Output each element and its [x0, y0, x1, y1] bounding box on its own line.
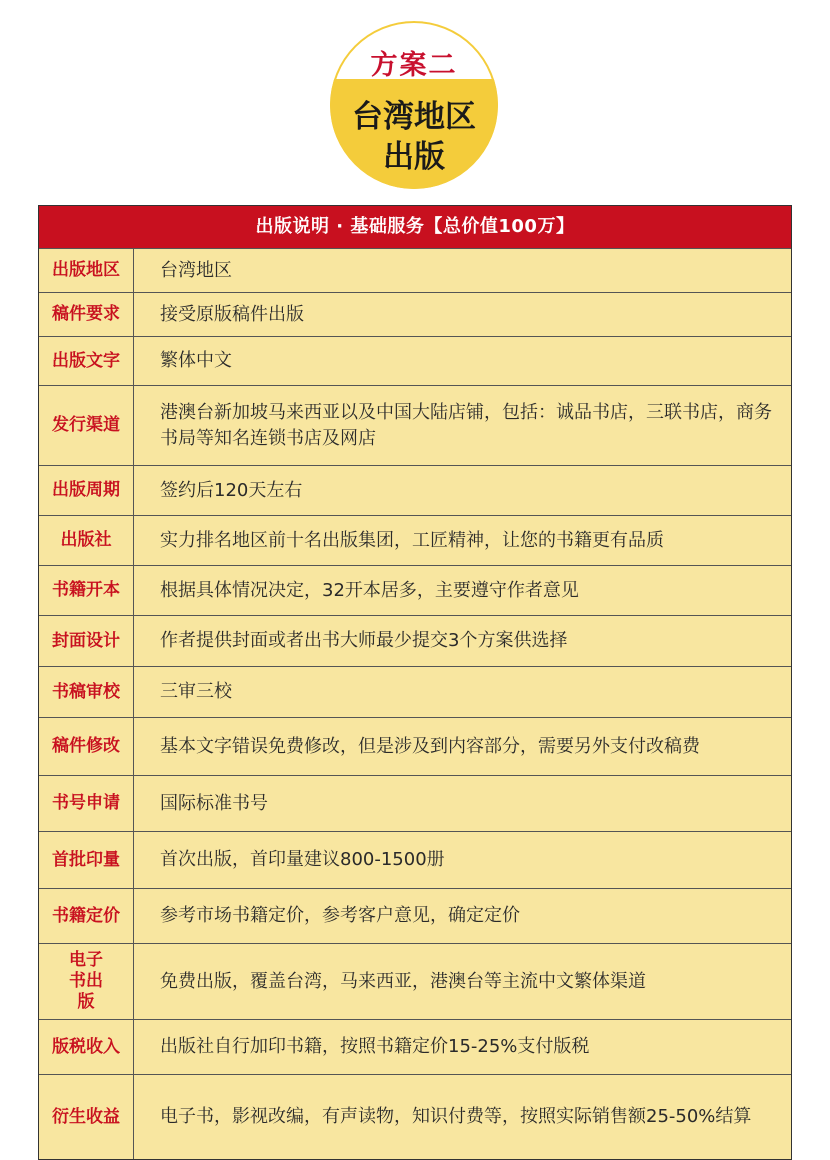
table-row	[39, 385, 791, 465]
table-row	[39, 775, 791, 831]
row-value: 首次出版，首印量建议800-1500册	[160, 849, 445, 870]
table-row	[39, 615, 791, 666]
row-value: 繁体中文	[160, 350, 232, 371]
table-row	[39, 465, 791, 515]
row-value: 免费出版，覆盖台湾，马来西亚，港澳台等主流中文繁体渠道	[160, 970, 646, 992]
row-label: 封面设计	[39, 616, 134, 666]
row-value: 根据具体情况决定，32开本居多，主要遵守作者意见	[160, 579, 579, 601]
row-value: 参考市场书籍定价，参考客户意见，确定定价	[160, 905, 520, 926]
table-row	[39, 1074, 791, 1159]
publishing-info-table	[38, 205, 792, 1160]
badge-region-title	[330, 97, 498, 177]
row-label: 出版周期	[39, 466, 134, 515]
row-label: 衍生收益	[39, 1075, 134, 1159]
badge-region-line1: 台湾地区	[352, 99, 476, 135]
row-value: 三审三校	[160, 681, 232, 702]
row-label: 稿件要求	[39, 293, 134, 336]
table-row	[39, 666, 791, 717]
badge-plan-title: 方案二	[370, 50, 458, 81]
row-label: 书籍定价	[39, 889, 134, 943]
row-label: 书籍开本	[39, 566, 134, 615]
table-header: 出版说明 · 基础服务【总价值100万】	[39, 206, 791, 248]
row-value: 出版社自行加印书籍，按照书籍定价15-25%支付版税	[160, 1036, 590, 1057]
table-row	[39, 943, 791, 1019]
row-value: 接受原版稿件出版	[160, 303, 304, 325]
table-row	[39, 515, 791, 565]
row-label: 书稿审校	[39, 667, 134, 717]
row-value: 台湾地区	[160, 259, 232, 281]
table-row	[39, 336, 791, 385]
row-label: 书号申请	[39, 776, 134, 831]
row-value: 国际标准书号	[160, 792, 268, 814]
row-label: 稿件修改	[39, 718, 134, 775]
row-label: 首批印量	[39, 832, 134, 888]
row-value: 作者提供封面或者出书大师最少提交3个方案供选择	[160, 630, 568, 651]
table-row	[39, 888, 791, 943]
plan-badge	[330, 21, 498, 189]
row-label: 电子书出版	[39, 944, 134, 1019]
row-value: 签约后120天左右	[160, 479, 303, 501]
table-row	[39, 717, 791, 775]
row-label: 出版社	[39, 516, 134, 565]
table-row	[39, 292, 791, 336]
table-row	[39, 831, 791, 888]
row-label: 版税收入	[39, 1020, 134, 1074]
row-label: 出版文字	[39, 337, 134, 385]
badge-region-line2: 出版	[383, 139, 445, 175]
row-label: 出版地区	[39, 249, 134, 292]
row-value: 港澳台新加坡马来西亚以及中国大陆店铺，包括：诚品书店，三联书店，商务书局等知名连锁书店及网店	[160, 401, 772, 449]
table-row	[39, 565, 791, 615]
table-row	[39, 248, 791, 292]
row-label: 发行渠道	[39, 386, 134, 465]
table-row	[39, 1019, 791, 1074]
row-value: 基本文字错误免费修改，但是涉及到内容部分，需要另外支付改稿费	[160, 735, 700, 757]
row-value: 电子书，影视改编，有声读物，知识付费等，按照实际销售额25-50%结算	[160, 1106, 752, 1127]
row-value: 实力排名地区前十名出版集团，工匠精神，让您的书籍更有品质	[160, 529, 664, 551]
